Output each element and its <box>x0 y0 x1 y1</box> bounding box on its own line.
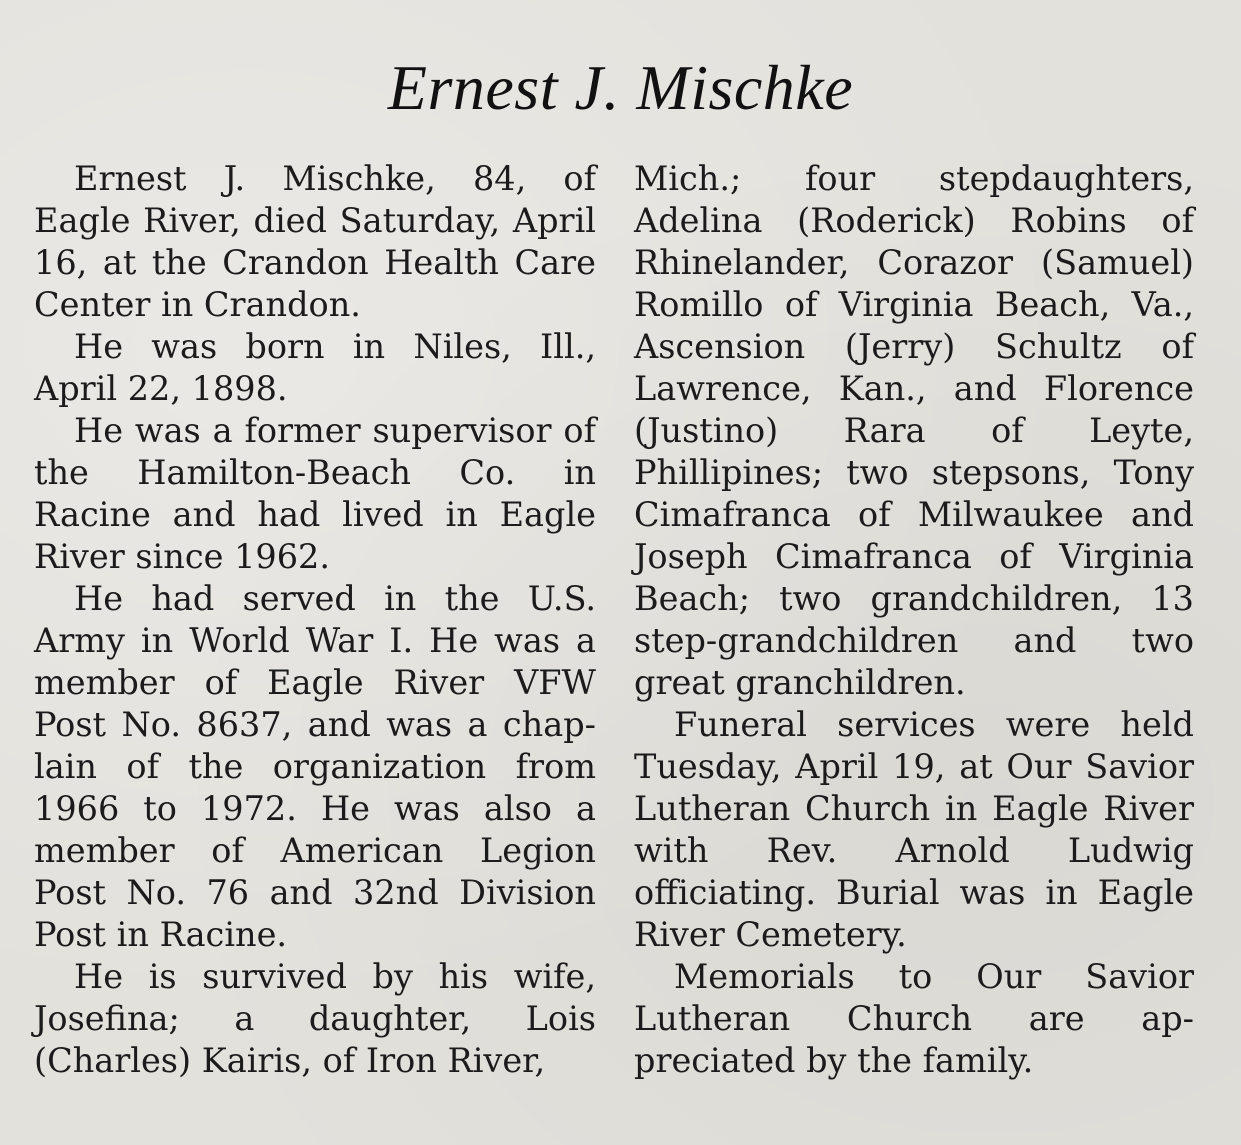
paragraph-survivors-start: He is survived by his wife, Josefina; a daughter, Lois (Charles) Kairis, of Iron River, <box>34 957 596 1080</box>
obituary-title: Ernest J. Mischke <box>387 52 854 123</box>
paragraph-military-service: He had served in the U.S. Army in World War I. He was a member of Eagle River VFW Post No. 8637, and was a chap-lain of the organization from 1966 to 1972. He was also a member of American Legion Post No. 76 and 32nd Division Post in Racine. <box>34 579 596 954</box>
paragraph-birth: He was born in Niles, Ill., April 22, 1898. <box>34 327 596 408</box>
paragraph-memorials: Memorials to Our Savior Lutheran Church are ap-preciated by the family. <box>634 957 1194 1080</box>
paragraph-death-notice: Ernest J. Mischke, 84, of Eagle River, died Saturday, April 16, at the Crandon Health Care Center in Crandon. <box>34 159 596 324</box>
paragraph-funeral-services: Funeral services were held Tuesday, April 19, at Our Savior Lutheran Church in Eagle River with Rev. Arnold Ludwig officiating. Burial was in Eagle River Cemetery. <box>634 705 1194 954</box>
paragraph-career: He was a former supervisor of the Hamilton-Beach Co. in Racine and had lived in Eagle River since 1962. <box>34 411 596 576</box>
left-column <box>34 158 596 1082</box>
right-column <box>634 158 1194 1082</box>
paragraph-survivors-continued: Mich.; four stepdaughters, Adelina (Roderick) Robins of Rhinelander, Corazor (Samuel) Romillo of Virginia Beach, Va., Ascension (Jerry) Schultz of Lawrence, Kan., and Florence (Justino) Rara of Leyte, Phillipines; two stepsons, Tony Cimafranca of Milwaukee and Joseph Cimafranca of Virginia Beach; two grandchildren, 13 step-grandchildren and two great granchildren. <box>634 159 1194 702</box>
